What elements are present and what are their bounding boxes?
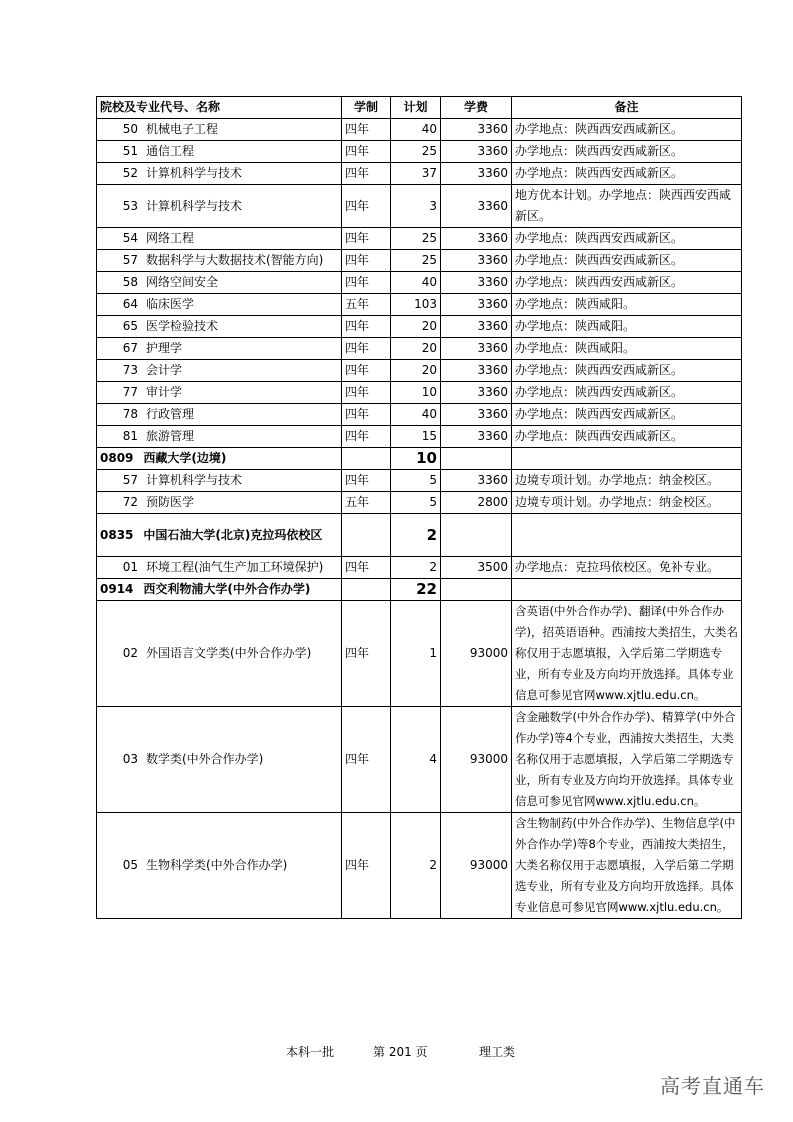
major-row — [97, 185, 742, 228]
system-cell: 四年 — [342, 119, 391, 141]
plan-cell: 40 — [391, 272, 441, 294]
major-name-cell — [97, 426, 342, 448]
major-code: 67 — [122, 341, 138, 355]
school-name: 西交利物浦大学(中外合作办学) — [143, 582, 311, 596]
empty-cell — [441, 579, 512, 601]
note-cell: 办学地点：陕西西安西咸新区。 — [512, 404, 742, 426]
major-row — [97, 813, 742, 919]
major-row — [97, 119, 742, 141]
major-name: 机械电子工程 — [146, 122, 219, 136]
major-name: 生物科学类(中外合作办学) — [146, 858, 288, 872]
school-plan: 22 — [391, 579, 441, 601]
empty-cell — [512, 514, 742, 557]
fee-cell: 2800 — [441, 492, 512, 514]
empty-cell — [512, 579, 742, 601]
major-name-cell — [97, 557, 342, 579]
major-code: 52 — [122, 166, 138, 180]
school-row-0809 — [97, 448, 742, 470]
major-name-cell — [97, 250, 342, 272]
note-cell: 地方优本计划。办学地点：陕西西安西咸新区。 — [512, 185, 742, 228]
plan-cell: 25 — [391, 228, 441, 250]
major-name-cell — [97, 163, 342, 185]
school-name-cell — [97, 448, 342, 470]
fee-cell: 3360 — [441, 272, 512, 294]
plan-cell: 3 — [391, 185, 441, 228]
major-code: 78 — [122, 407, 138, 421]
note-cell: 办学地点：陕西西安西咸新区。 — [512, 360, 742, 382]
system-cell: 四年 — [342, 338, 391, 360]
note-cell: 办学地点：陕西西安西咸新区。 — [512, 228, 742, 250]
plan-cell: 2 — [391, 557, 441, 579]
major-row — [97, 228, 742, 250]
system-cell: 四年 — [342, 813, 391, 919]
major-name: 审计学 — [146, 385, 183, 399]
note-cell: 办学地点：克拉玛依校区。免补专业。 — [512, 557, 742, 579]
empty-cell — [342, 514, 391, 557]
school-plan: 10 — [391, 448, 441, 470]
major-name-cell — [97, 707, 342, 813]
note-cell: 含英语(中外合作办学)、翻译(中外合作办学)，招英语语种。西浦按大类招生，大类名称仅用于志愿填报，入学后第二学期选专业，所有专业及方向均开放选择。具体专业信息可参见官网www.xjtlu.edu.cn。 — [512, 601, 742, 707]
empty-cell — [512, 448, 742, 470]
plan-cell: 25 — [391, 141, 441, 163]
major-code: 64 — [122, 297, 138, 311]
major-row — [97, 338, 742, 360]
plan-cell: 5 — [391, 492, 441, 514]
major-row — [97, 141, 742, 163]
system-cell: 四年 — [342, 360, 391, 382]
major-name-cell — [97, 272, 342, 294]
plan-cell: 37 — [391, 163, 441, 185]
system-cell: 四年 — [342, 228, 391, 250]
major-name: 计算机科学与技术 — [146, 198, 243, 213]
fee-cell: 3360 — [441, 163, 512, 185]
plan-cell: 20 — [391, 338, 441, 360]
header-system: 学制 — [342, 97, 391, 119]
empty-cell — [441, 514, 512, 557]
major-name: 通信工程 — [146, 144, 195, 158]
fee-cell: 3360 — [441, 382, 512, 404]
school-name: 中国石油大学(北京)克拉玛依校区 — [143, 527, 323, 542]
major-row — [97, 707, 742, 813]
major-code: 73 — [122, 363, 138, 377]
system-cell: 四年 — [342, 707, 391, 813]
major-code: 65 — [122, 319, 138, 333]
plan-cell: 40 — [391, 119, 441, 141]
note-cell: 办学地点：陕西西安西咸新区。 — [512, 382, 742, 404]
major-name-cell — [97, 316, 342, 338]
major-code: 72 — [122, 495, 138, 509]
system-cell: 四年 — [342, 272, 391, 294]
major-row — [97, 492, 742, 514]
major-name: 环境工程(油气生产加工环境保护) — [146, 560, 324, 574]
plan-cell: 10 — [391, 382, 441, 404]
major-name: 外国语言文学类(中外合作办学) — [146, 646, 312, 660]
major-name: 计算机科学与技术 — [146, 166, 243, 180]
system-cell: 四年 — [342, 250, 391, 272]
system-cell: 五年 — [342, 294, 391, 316]
major-name: 网络空间安全 — [146, 275, 219, 289]
major-row — [97, 601, 742, 707]
major-row — [97, 404, 742, 426]
major-name-cell — [97, 141, 342, 163]
footer-page-number: 第 201 页 — [373, 1045, 428, 1059]
plan-cell: 103 — [391, 294, 441, 316]
plan-cell: 20 — [391, 360, 441, 382]
system-cell: 五年 — [342, 492, 391, 514]
major-code: 53 — [122, 198, 138, 213]
major-name: 计算机科学与技术 — [146, 473, 243, 487]
empty-cell — [342, 448, 391, 470]
major-name-cell — [97, 338, 342, 360]
system-cell: 四年 — [342, 185, 391, 228]
major-code: 02 — [122, 646, 138, 660]
system-cell: 四年 — [342, 426, 391, 448]
major-code: 01 — [122, 560, 138, 574]
fee-cell: 93000 — [441, 601, 512, 707]
major-name-cell — [97, 294, 342, 316]
fee-cell: 3360 — [441, 141, 512, 163]
major-name: 行政管理 — [146, 407, 195, 421]
fee-cell: 3360 — [441, 404, 512, 426]
school-code: 0835 — [100, 527, 134, 542]
major-name: 会计学 — [146, 363, 183, 377]
fee-cell: 3360 — [441, 250, 512, 272]
major-name-cell — [97, 185, 342, 228]
note-cell: 办学地点：陕西西安西咸新区。 — [512, 272, 742, 294]
school-name-cell — [97, 514, 342, 557]
major-row — [97, 316, 742, 338]
school-name-cell — [97, 579, 342, 601]
major-name-cell — [97, 813, 342, 919]
major-name-cell — [97, 360, 342, 382]
system-cell: 四年 — [342, 382, 391, 404]
major-row — [97, 163, 742, 185]
school-name: 西藏大学(边境) — [143, 451, 227, 465]
note-cell: 办学地点：陕西咸阳。 — [512, 316, 742, 338]
note-cell: 办学地点：陕西西安西咸新区。 — [512, 163, 742, 185]
major-code: 57 — [122, 253, 138, 267]
system-cell: 四年 — [342, 316, 391, 338]
empty-cell — [441, 448, 512, 470]
major-code: 51 — [122, 144, 138, 158]
watermark-text: 高考直通车 — [660, 1074, 765, 1098]
fee-cell: 3360 — [441, 316, 512, 338]
fee-cell: 93000 — [441, 813, 512, 919]
note-cell: 办学地点：陕西咸阳。 — [512, 338, 742, 360]
plan-cell: 1 — [391, 601, 441, 707]
header-plan: 计划 — [391, 97, 441, 119]
major-name: 医学检验技术 — [146, 319, 219, 333]
major-name-cell — [97, 601, 342, 707]
fee-cell: 3360 — [441, 338, 512, 360]
major-code: 54 — [122, 231, 138, 245]
major-code: 50 — [122, 122, 138, 136]
major-code: 03 — [122, 752, 138, 766]
major-code: 77 — [122, 385, 138, 399]
system-cell: 四年 — [342, 404, 391, 426]
major-name-cell — [97, 404, 342, 426]
major-name: 旅游管理 — [146, 429, 195, 443]
note-cell: 办学地点：陕西西安西咸新区。 — [512, 119, 742, 141]
plan-cell: 20 — [391, 316, 441, 338]
plan-cell: 25 — [391, 250, 441, 272]
fee-cell: 3360 — [441, 470, 512, 492]
major-name: 预防医学 — [146, 495, 195, 509]
major-name-cell — [97, 470, 342, 492]
plan-cell: 2 — [391, 813, 441, 919]
major-code: 81 — [122, 429, 138, 443]
plan-cell: 40 — [391, 404, 441, 426]
note-cell: 边境专项计划。办学地点：纳金校区。 — [512, 492, 742, 514]
note-cell: 含生物制药(中外合作办学)、生物信息学(中外合作办学)等8个专业，西浦按大类招生，大类名称仅用于志愿填报，入学后第二学期选专业，所有专业及方向均开放选择。具体专业信息可参见官网www.xjtlu.edu.cn。 — [512, 813, 742, 919]
major-name: 数学类(中外合作办学) — [146, 752, 264, 766]
major-name-cell — [97, 382, 342, 404]
major-row — [97, 470, 742, 492]
school-row-0914 — [97, 579, 742, 601]
major-row — [97, 250, 742, 272]
empty-cell — [342, 579, 391, 601]
fee-cell: 3500 — [441, 557, 512, 579]
system-cell: 四年 — [342, 557, 391, 579]
plan-cell: 15 — [391, 426, 441, 448]
fee-cell: 3360 — [441, 360, 512, 382]
major-row — [97, 426, 742, 448]
fee-cell: 3360 — [441, 294, 512, 316]
fee-cell: 3360 — [441, 228, 512, 250]
footer-category: 理工类 — [479, 1045, 516, 1059]
major-row — [97, 272, 742, 294]
header-name: 院校及专业代号、名称 — [97, 97, 342, 119]
note-cell: 办学地点：陕西咸阳。 — [512, 294, 742, 316]
school-row-0835 — [97, 514, 742, 557]
school-plan: 2 — [391, 514, 441, 557]
major-row — [97, 360, 742, 382]
note-cell: 办学地点：陕西西安西咸新区。 — [512, 141, 742, 163]
plan-cell: 4 — [391, 707, 441, 813]
major-name-cell — [97, 119, 342, 141]
plan-cell: 5 — [391, 470, 441, 492]
note-cell: 含金融数学(中外合作办学)、精算学(中外合作办学)等4个专业，西浦按大类招生，大类名称仅用于志愿填报，入学后第二学期选专业，所有专业及方向均开放选择。具体专业信息可参见官网www.xjtlu.edu.cn。 — [512, 707, 742, 813]
major-row — [97, 294, 742, 316]
school-code: 0809 — [100, 451, 134, 465]
major-name: 护理学 — [146, 341, 183, 355]
note-cell: 办学地点：陕西西安西咸新区。 — [512, 250, 742, 272]
major-name: 网络工程 — [146, 231, 195, 245]
admission-plan-table — [96, 96, 742, 919]
fee-cell: 3360 — [441, 185, 512, 228]
major-name: 临床医学 — [146, 297, 195, 311]
note-cell: 办学地点：陕西西安西咸新区。 — [512, 426, 742, 448]
fee-cell: 3360 — [441, 426, 512, 448]
major-name-cell — [97, 492, 342, 514]
fee-cell: 93000 — [441, 707, 512, 813]
system-cell: 四年 — [342, 141, 391, 163]
major-name: 数据科学与大数据技术(智能方向) — [146, 253, 324, 267]
major-name-cell — [97, 228, 342, 250]
system-cell: 四年 — [342, 163, 391, 185]
major-row — [97, 382, 742, 404]
system-cell: 四年 — [342, 470, 391, 492]
system-cell: 四年 — [342, 601, 391, 707]
major-code: 57 — [122, 473, 138, 487]
school-code: 0914 — [100, 582, 134, 596]
header-fee: 学费 — [441, 97, 512, 119]
major-code: 58 — [122, 275, 138, 289]
fee-cell: 3360 — [441, 119, 512, 141]
major-row — [97, 557, 742, 579]
footer-batch: 本科一批 — [286, 1045, 335, 1059]
note-cell: 边境专项计划。办学地点：纳金校区。 — [512, 470, 742, 492]
major-code: 05 — [122, 858, 138, 872]
header-note: 备注 — [512, 97, 742, 119]
table-header-row — [97, 97, 742, 119]
